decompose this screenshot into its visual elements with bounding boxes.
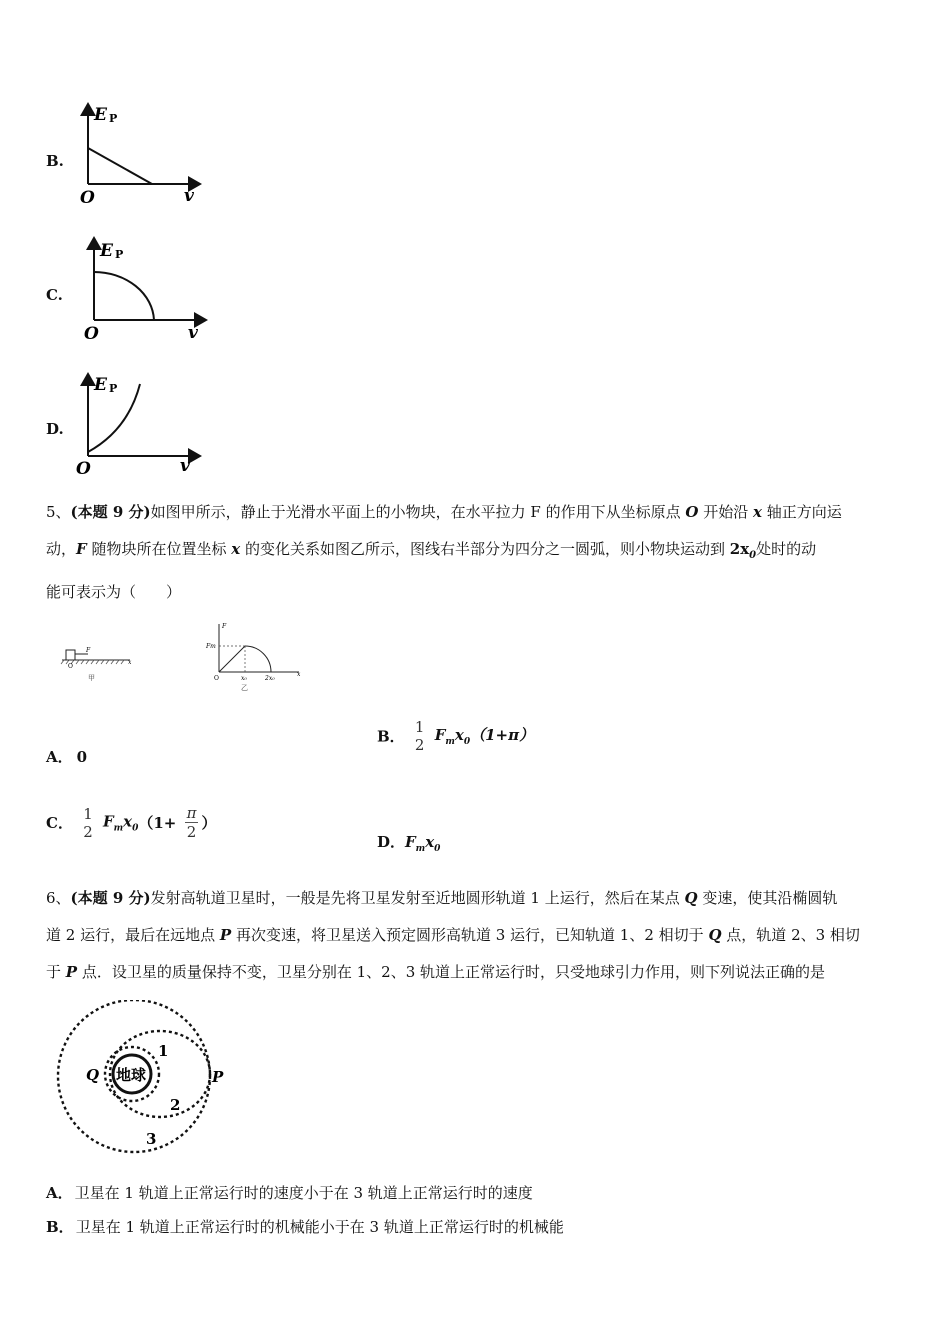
- svg-text:O: O: [68, 663, 73, 670]
- q5-option-b[interactable]: B． 1 2 $F_mx_0(1+\pi)$: [377, 718, 535, 754]
- ep-curve: [94, 272, 154, 320]
- q5-option-a[interactable]: A． 0: [46, 748, 88, 766]
- point-q-label: Q: [86, 1066, 100, 1084]
- y-sub: P: [109, 112, 118, 125]
- y-label: E: [94, 105, 107, 125]
- question-number: 6、: [46, 889, 71, 907]
- block: [66, 650, 75, 660]
- arc-segment: [245, 646, 271, 672]
- figure-yi: [203, 620, 307, 696]
- point-p-label: P: [212, 1068, 224, 1086]
- graph-c: [78, 232, 218, 342]
- orbit-3-label: 3: [146, 1130, 157, 1148]
- svg-text:x: x: [128, 659, 132, 666]
- y-sub: P: [109, 382, 118, 395]
- orbit-diagram: [46, 1000, 246, 1160]
- svg-text:2x₀: 2x₀: [265, 675, 275, 682]
- svg-text:Fm: Fm: [206, 643, 216, 650]
- x-label: v: [184, 186, 194, 206]
- earth-label: 地球: [116, 1066, 147, 1084]
- y-sub: P: [115, 248, 124, 261]
- q5-option-c[interactable]: C． 1 2 $F_mx_0(1+$ $\frac{\pi}{2}$ ）: [46, 804, 217, 841]
- caption-yi: 乙: [241, 684, 248, 692]
- option-c-label: C.: [46, 286, 63, 304]
- fraction-half: 1 2: [83, 804, 93, 841]
- svg-text:F: F: [86, 647, 91, 654]
- orbit-2-label: 2: [170, 1096, 181, 1114]
- svg-text:x₀: x₀: [241, 675, 247, 682]
- question-5-text: 5、(本题 9 分)如图甲所示，静止于光滑水平面上的小物块，在水平拉力 F 的作用下从坐标原点 O 开始沿 x 轴正方向运 动，F 随物块所在位置坐标 x 的变化关系如图乙所示，图线右半部分为四分之一圆弧，则小物块运动到 $2x_0$处时的动 能可表示为（ ）: [46, 503, 842, 601]
- y-label: E: [94, 375, 107, 395]
- q5-option-d[interactable]: D．$F_mx_0$: [377, 833, 441, 854]
- origin-label: O: [76, 459, 91, 478]
- q6-option-a[interactable]: A． 卫星在 1 轨道上正常运行时的速度小于在 3 轨道上正常运行时的速度: [46, 1184, 533, 1202]
- y-label: E: [100, 241, 113, 261]
- graph-b: [72, 98, 212, 208]
- svg-text:O: O: [214, 675, 219, 682]
- linear-segment: [219, 646, 245, 672]
- fraction-pi-half: $\frac{\pi}{2}$: [186, 804, 197, 841]
- question-score: (本题 9 分): [70, 889, 151, 907]
- option-d-label: D.: [46, 420, 64, 438]
- svg-text:F: F: [222, 623, 227, 630]
- x-label: v: [180, 456, 190, 476]
- q6-option-b[interactable]: B． 卫星在 1 轨道上正常运行时的机械能小于在 3 轨道上正常运行时的机械能: [46, 1218, 564, 1236]
- caption-jia: 甲: [88, 674, 95, 682]
- origin-label: O: [84, 324, 99, 342]
- question-score: (本题 9 分): [70, 503, 151, 521]
- fraction-half: 1 2: [414, 718, 425, 754]
- question-6-text: 6、(本题 9 分)发射高轨道卫星时，一般是先将卫星发射至近地圆形轨道 1 上运行，然后在某点 Q 变速，使其沿椭圆轨 道 2 运行，最后在远地点 P 再次变速，将卫星送入预定圆形高轨道 3 运行，已知轨道 1、2 相切于 Q 点，轨道 2、3 相切 于 P 点．设卫星的质量保持不变，卫星分别在 1、2、3 轨道上正常运行时，只受地球引力作用，则下列说法正确的是: [46, 889, 860, 981]
- graph-d: [72, 368, 212, 478]
- question-number: 5、: [46, 503, 71, 521]
- orbit-1-label: 1: [158, 1042, 169, 1060]
- option-b-label: B.: [46, 152, 64, 170]
- x-label: v: [188, 323, 198, 342]
- svg-text:x: x: [297, 671, 301, 678]
- ep-curve: [88, 148, 152, 184]
- origin-label: O: [80, 188, 95, 208]
- figure-jia: [58, 640, 138, 688]
